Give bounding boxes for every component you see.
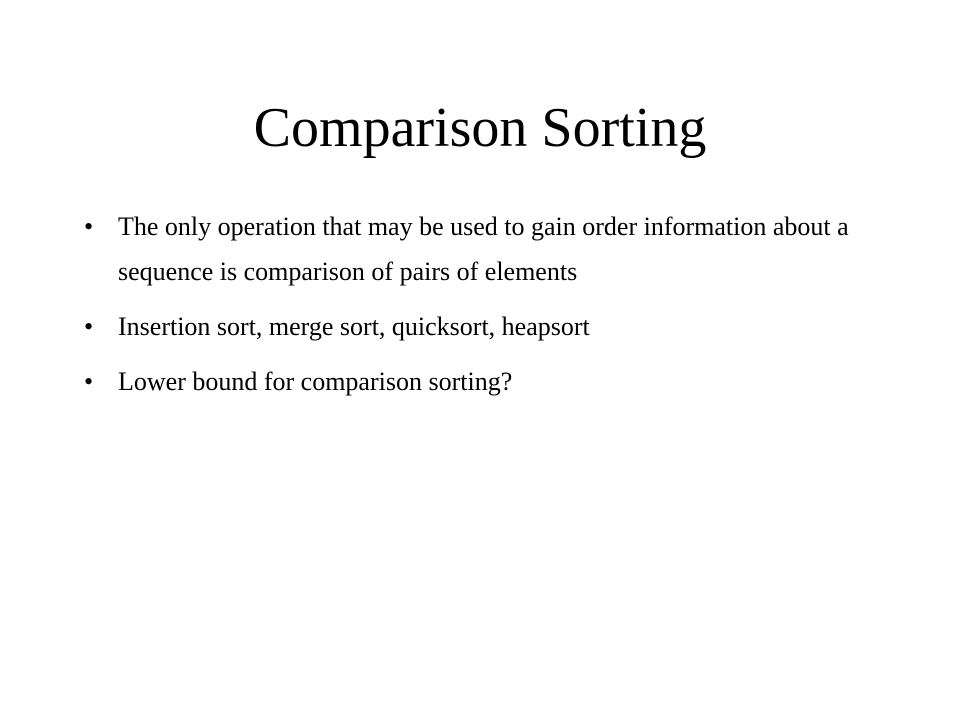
bullet-item	[84, 359, 874, 404]
bullet-text: The only operation that may be used to gain order information about a sequence is comparison of pairs of elements	[118, 212, 849, 286]
bullet-glyph: •	[84, 212, 94, 241]
bullet-list	[84, 204, 874, 414]
bullet-text: Insertion sort, merge sort, quicksort, heapsort	[118, 312, 590, 341]
bullet-glyph: •	[84, 367, 94, 396]
bullet-glyph: •	[84, 312, 94, 341]
bullet-item	[84, 304, 874, 349]
bullet-text: Lower bound for comparison sorting?	[118, 367, 513, 396]
slide-title: Comparison Sorting	[253, 97, 707, 159]
bullet-item	[84, 204, 874, 294]
